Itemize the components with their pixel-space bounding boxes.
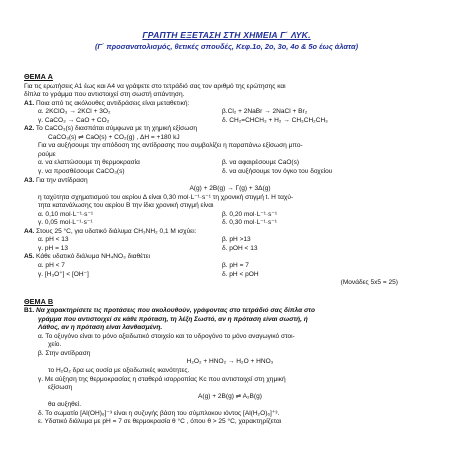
exam-title: ΓΡΑΠΤΗ ΕΞΕΤΑΣΗ ΣΤΗ ΧΗΜΕΙΑ Γ΄ ΛΥΚ. [142, 30, 311, 40]
question-b1-instructions-2: γράμμα που αντιστοιχεί σε κάθε πρόταση, τη λέξη Σωστό, αν η πρόταση είναι σωστή, ή [38, 315, 308, 323]
question-a2-text-3: ρούμε [38, 150, 56, 158]
option-a5-c: γ. [H₃O⁺] < [OH⁻] [38, 270, 89, 278]
question-a2-options-row-1 [24, 159, 436, 168]
question-a1-options-row-1 [24, 108, 436, 117]
question-a5-number: Α5. [24, 253, 35, 261]
statement-b-d-1: δ. Το σωματίο [Al(OH)₆]⁻³ είναι η συζυγής βάση του σύμπλοκου ιόντος [Al(H₂O)₆]⁺³. [38, 409, 280, 417]
option-a4-a: α. pH < 13 [38, 236, 69, 244]
question-a5-options-row-2 [24, 271, 436, 280]
question-b1-instructions-3: Λάθος, αν η πρόταση είναι λανθασμένη. [38, 324, 163, 332]
theme-a-heading: ΘΕΜΑ Α [24, 72, 53, 81]
question-a2-text-2: Για να αυξήσουμε την απόδοση της αντίδρασης που συμβολίζει η παραπάνω εξίσωση μπο- [38, 142, 303, 150]
question-a1-text: Ποια από τις ακόλουθες αντιδράσεις είναι μεταθετική: [36, 99, 190, 107]
option-a2-b: β. να αφαιρέσουμε CaO(s) [222, 159, 300, 167]
question-a3-options-row-2 [24, 219, 436, 228]
question-a3-number: Α3. [24, 176, 35, 184]
statement-b-b-2: το H₂O₂ δρα ως ουσία με οξειδωτικές ικανότητες. [48, 366, 190, 374]
question-a3 [24, 177, 436, 186]
option-a1-a: α. 2KClO₃ → 2KCl + 3O₂ [38, 108, 111, 116]
statement-b-e-1: ε. Υδατικό διάλυμα με pH = 7 σε θερμοκρασία θ °C , όπου θ > 25 °C, χαρακτηρίζεται [38, 418, 282, 426]
question-a1-number: Α1. [24, 99, 35, 107]
option-a3-a: α. 0,10 mol·L⁻¹·s⁻¹ [38, 210, 94, 218]
question-a1-options-row-2 [24, 117, 436, 126]
question-a4-options-row-1 [24, 236, 436, 245]
question-a4 [24, 228, 436, 237]
question-a1 [24, 100, 436, 109]
option-a3-d: δ. 0,30 mol·L⁻¹·s⁻¹ [222, 219, 277, 227]
question-a3-text-2: η ταχύτητα σχηματισμού του αερίου Δ είναι 0,30 mol·L⁻¹·s⁻¹ τη χρονική στιγμή t. Η ταχύ- [38, 193, 294, 201]
statement-b-c-equation: Α(g) + 2Β(g) ⇌ Α₂Β(g) [198, 392, 262, 400]
question-a3-text: Για την αντίδραση [36, 176, 88, 184]
statement-b-b-1: β. Στην αντίδραση [38, 349, 91, 357]
exam-subtitle: (Γ΄ προσανατολισμός, θετικές σπουδές, Κεφ.1ο, 2ο, 3ο, 4ο & 5ο έως άλατα) [94, 42, 359, 51]
option-a4-c: γ. pH = 13 [38, 244, 69, 252]
question-a2 [24, 125, 436, 134]
theme-b-heading: ΘΕΜΑ Β [24, 296, 54, 306]
theme-a-instructions-2: δίπλα το γράμμα που αντιστοιχεί στη σωστή απάντηση. [24, 91, 185, 99]
question-a2-equation: CaCO₃(s) ⇌ CaO(s) + CO₂(g) , ΔΗ = +180 kJ [48, 133, 180, 141]
option-a5-d: δ. pH < pOH [222, 270, 259, 278]
question-a5 [24, 253, 436, 262]
statement-b-c-2: εξίσωση [48, 384, 73, 392]
option-a5-a: α. pH < 7 [38, 261, 65, 269]
statement-b-a-2: χείο. [48, 341, 62, 349]
question-a5-text: Κάθε υδατικό διάλυμα NH₄NO₃ διαθέτει [36, 253, 150, 261]
option-a1-d: δ. CH₂=CHCH₃ + H₂ → CH₃CH₂CH₃ [222, 116, 328, 124]
theme-a-instructions-1: Για τις ερωτήσεις Α1 έως και Α4 να γράψετε στο τετράδιό σας τον αριθμό της ερώτησης και [24, 82, 286, 90]
question-a3-options-row-1 [24, 211, 436, 220]
statement-b-b-equation: H₂O₂ + HNO₂ → H₂O + HNO₃ [186, 358, 274, 366]
question-a3-equation: Α(g) + 2Β(g) → Γ(g) + 3Δ(g) [189, 185, 271, 193]
question-a2-text: Το CaCO₃(s) διασπάται σύμφωνα με τη χημική εξίσωση [35, 125, 197, 133]
option-a4-b: β. pH >13 [222, 236, 251, 244]
question-a4-number: Α4. [24, 227, 35, 235]
question-a3-text-3: τητα κατανάλωσης του αερίου Β την ίδια χρονική στιγμή είναι [38, 202, 214, 210]
option-a2-d: δ. να αυξήσουμε τον όγκο του δοχείου [222, 167, 333, 175]
question-b1-number: Β1. [24, 307, 35, 315]
theme-a-score: (Μονάδες 5x5 = 25) [340, 279, 398, 287]
option-a5-b: β. pH = 7 [222, 261, 249, 269]
option-a1-c: γ. CaCO₃ → CaO + CO₂ [38, 116, 110, 124]
question-a5-options-row-1 [24, 262, 436, 271]
statement-b-c-3: θα αυξηθεί. [48, 401, 82, 409]
question-a4-text: Στους 25 °C, για υδατικό διάλυμα CH₃NH₂ 0,1 M ισχύει: [36, 227, 197, 235]
question-a2-options-row-2 [24, 168, 436, 177]
option-a3-c: γ. 0,05 mol·L⁻¹·s⁻¹ [38, 219, 93, 227]
question-a2-number: Α2. [24, 125, 35, 133]
option-a2-a: α. να ελαττώσουμε τη θερμοκρασία [38, 159, 140, 167]
option-a3-b: β. 0,20 mol·L⁻¹·s⁻¹ [222, 210, 278, 218]
exam-content [24, 72, 436, 427]
question-a4-options-row-2 [24, 245, 436, 254]
option-a2-c: γ. να προσθέσουμε CaCO₃(s) [38, 167, 125, 175]
statement-b-c-1: γ. Με αύξηση της θερμοκρασίας η σταθερά ισορροπίας Kc που αντιστοιχεί στη χημική [38, 375, 286, 383]
option-a4-d: δ. pOH < 13 [222, 244, 258, 252]
option-a1-b: β.Cl₂ + 2NaBr → 2NaCl + Br₂ [222, 108, 308, 116]
question-b1-instructions-1: Να χαρακτηρίσετε τις προτάσεις που ακολουθούν, γράφοντας στο τετράδιό σας δίπλα στο [36, 307, 315, 315]
question-b1 [24, 307, 436, 316]
statement-b-a-1: α. Το οξυγόνο είναι το μόνο οξειδωτικό στοιχείο και το υδρογόνο το μόνο αναγωγικό στοι- [38, 332, 295, 340]
section-gap [24, 288, 436, 297]
